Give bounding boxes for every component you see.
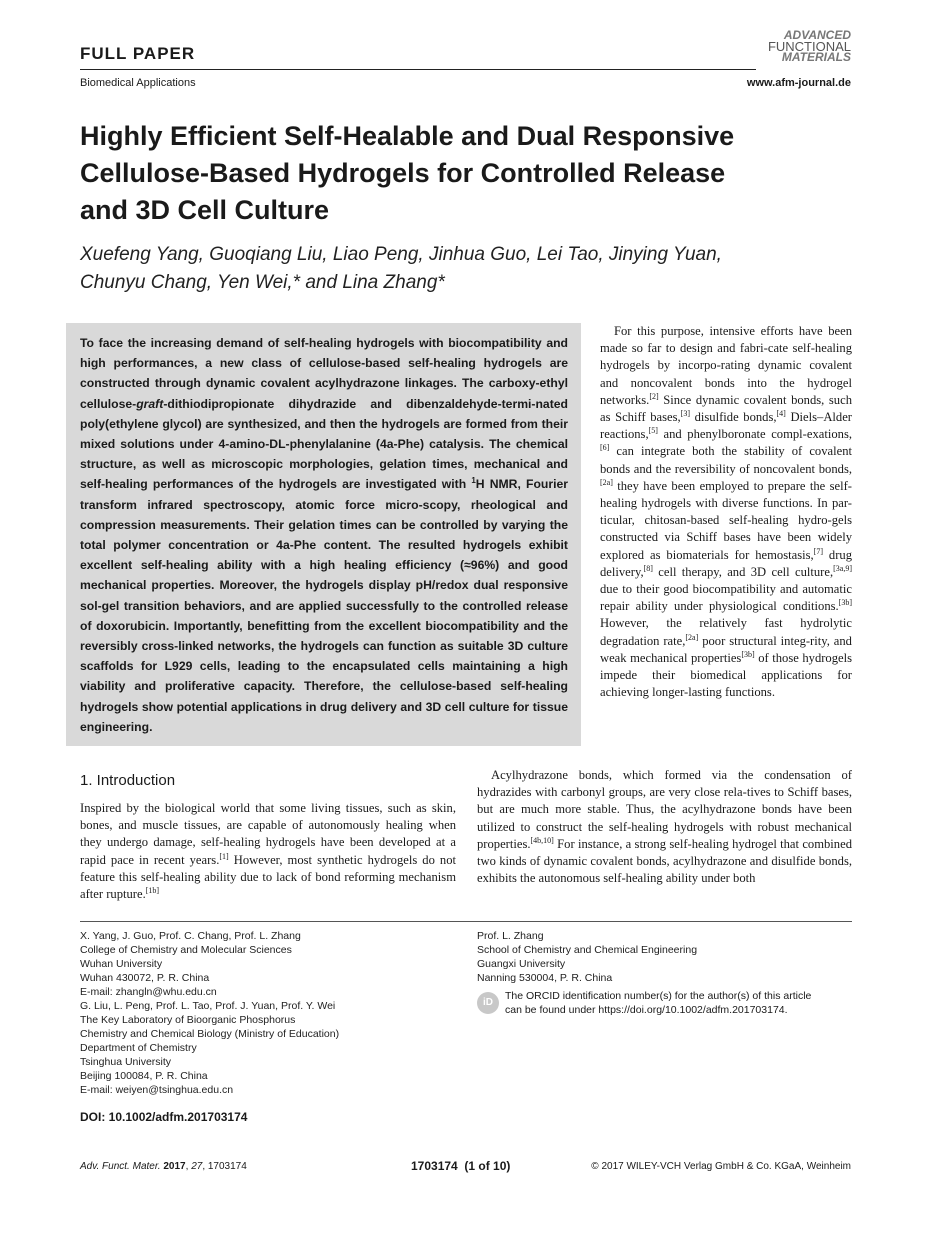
abstract-part: H NMR, Fourier transform infrared spectroscopy, atomic force micro-scopy, rheological and compression measurements. Their gelation times can be controlled by varying the total polymer concentration or 4a-Phe content. The resulted hydrogels exhibit excellent self-healing ability with a high healing efficiency (≈96%) and good mechanical properties. Moreover, the hydrogels display pH/redox dual responsive sol-gel transition behaviors, and are applied successfully to the controlled release of doxorubicin. Importantly, benefitting from the excellent biocompatibility and the reversibly cross-linked networks, the hydrogels can function as suitable 3D culture scaffolds for L929 cells, leading to the encapsulated cells maintaining a high viability and proliferative capacity. Therefore, the cellulose-based self-healing hydrogels show potential applications in drug delivery and 3D cell culture for tissue engineering. [80,477,568,734]
citation-ref[interactable]: [3b] [838,598,852,608]
affiliation-line: Tsinghua University [80,1056,172,1068]
affiliation-line: The Key Laboratory of Bioorganic Phosphorus [80,1014,296,1026]
affiliation-block [477,929,857,985]
article-title: Highly Efficient Self-Healable and Dual Responsive Cellulose-Based Hydrogels for Controlled Release and 3D Cell Culture [80,121,735,225]
citation-ref[interactable]: [3] [680,409,690,419]
affiliation-block [80,929,460,1097]
affiliation-line: X. Yang, J. Guo, Prof. C. Chang, Prof. L. Zhang [80,930,301,942]
orcid-icon: iD [477,992,499,1014]
affiliation-line: Beijing 100084, P. R. China [80,1070,208,1082]
author-line-2: Chunyu Chang, Yen Wei,* and Lina Zhang* [80,272,445,293]
affiliation-line: Nanning 530004, P. R. China [477,972,613,984]
citation-ref[interactable]: [2] [649,391,659,401]
email-link[interactable]: E-mail: zhangln@whu.edu.cn [80,986,217,998]
journal-logo [759,30,851,63]
footer-year: 2017 [163,1161,186,1172]
footer-citation: Adv. Funct. Mater. 2017, 27, 1703174 [80,1161,247,1172]
affiliation-line: College of Chemistry and Molecular Sciences [80,944,292,956]
section-label: FULL PAPER [80,44,196,63]
citation-ref[interactable]: [2a] [685,632,699,642]
doi-link[interactable]: DOI: 10.1002/adfm.201703174 [80,1110,248,1124]
affiliation-line: Wuhan University [80,958,163,970]
abstract-superscript: 1 [471,476,476,486]
logo-line-2: FUNCTIONAL [767,39,851,54]
copyright: © 2017 WILEY-VCH Verlag GmbH & Co. KGaA, Weinheim [591,1161,851,1172]
affiliation-line: School of Chemistry and Chemical Engineering [477,944,698,956]
citation-ref[interactable]: [1] [219,851,229,861]
header-rule [80,69,756,70]
affiliation-line: Chemistry and Chemical Biology (Ministry of Education) [80,1028,340,1040]
affiliation-rule [80,921,852,922]
citation-ref[interactable]: [4b,10] [530,835,554,845]
body-paragraph: Inspired by the biological world that some living tissues, such as skin, bones, and muscle tissues, are capable of autonomously healing when they undergo damage, self-healing hydrogels have been developed at a rapid pace in recent years.[1] However, most synthetic hydrogels do not feature this self-healing ability due to lack of bond reforming mechanism after rupture.[1b] [80,801,456,902]
citation-ref[interactable]: [5] [648,426,658,436]
affiliation-line: Guangxi University [477,958,566,970]
abstract-part: -dithiodipropionate dihydrazide and dibenzaldehyde-termi-nated poly(ethylene glycol) are synthesized, and then the hydrogels are formed from their mixed solutions under 4-amino-DL-phenylalanine (4a-Phe) catalysis. The chemical structure, as well as microscopic morphologies, gelation times, mechanical and self-healing performances of the hydrogels are investigated with [80,396,568,492]
citation-ref[interactable]: [2a] [600,477,613,487]
citation-ref[interactable]: [3b] [741,649,755,659]
citation-ref[interactable]: [7] [813,546,823,556]
affiliation-line: Wuhan 430072, P. R. China [80,972,210,984]
affiliation-line: Department of Chemistry [80,1042,197,1054]
citation-ref[interactable]: [1b] [145,886,160,896]
orcid-note [505,989,855,1017]
abstract-part: To face the increasing demand of self-healing hydrogels with biocompatibility and high performances, a new class of cellulose-based self-healing hydrogels are constructed through dynamic covalent acylhydrazone linkages. The carboxy-ethyl cellulose- [80,336,568,411]
citation-ref[interactable]: [6] [600,443,610,453]
affiliation-line: G. Liu, L. Peng, Prof. L. Tao, Prof. J. Yuan, Prof. Y. Wei [80,1000,336,1012]
footer-journal: Adv. Funct. Mater. [80,1161,161,1172]
logo-line-1: ADVANCED [783,28,851,42]
footer-article: 1703174 [207,1161,247,1172]
footer-volume: 27 [191,1161,203,1172]
citation-ref[interactable]: [3a,9] [833,563,852,573]
journal-url-link[interactable]: www.afm-journal.de [746,77,851,89]
orcid-link[interactable]: can be found under https://doi.org/10.1002/adfm.201703174. [505,1004,788,1016]
citation-ref[interactable]: [8] [643,563,653,573]
orcid-note-line: The ORCID identification number(s) for the author(s) of this article [505,990,812,1002]
author-list [80,241,800,297]
page-number: 1703174 (1 of 10) [411,1159,511,1173]
section-heading: 1. Introduction [80,772,176,789]
email-link[interactable]: E-mail: weiyen@tsinghua.edu.cn [80,1084,234,1096]
subject-category: Biomedical Applications [80,77,196,89]
author-line-1: Xuefeng Yang, Guoqiang Liu, Liao Peng, Jinhua Guo, Lei Tao, Jinying Yuan, [80,244,722,265]
body-paragraph: Acylhydrazone bonds, which formed via the condensation of hydrazides with carbonyl groups, are very close rela-tives to Schiff bases, but are much more stable. Thus, the acylhydrazone bonds have been utilized to construct the self-healing hydrogels with robust mechanical properties.[4b,10] For instance, a strong self-healing hydrogel that combined two kinds of dynamic covalent bonds, acylhydrazone and disulfide bonds, exhibits the autonomous self-healing ability under both [477,768,852,886]
affiliation-line: Prof. L. Zhang [477,930,544,942]
abstract-text [80,333,568,737]
body-paragraph: For this purpose, intensive efforts have been made so far to design and fabri-cate self-healing hydrogels by incorpo-rating dynamic covalent and noncovalent bonds into the hydrogel networks.[2] Since dynamic covalent bonds, such as Schiff bases,[3] disulfide bonds,[4] Diels–Alder reactions,[5] and phenylboronate compl-exations,[6] can integrate both the stability of covalent bonds and the reversibility of noncovalent bonds,[2a] they have been employed to prepare the self-healing hydrogels with diverse functions. In par-ticular, chitosan-based self-healing hydro-gels constructed via Schiff bases have been widely explored as biomaterials for hemostasis,[7] drug delivery,[8] cell therapy, and 3D cell culture,[3a,9] due to their good biocompatibility and automatic repair ability under physiological conditions.[3b] However, the relatively fast hydrolytic degradation rate,[2a] poor structural integ-rity, and weak mechanical properties[3b] of those hydrogels impede their biomedical applications for achieving longer-lasting functions. [600,324,853,700]
logo-line-3: MATERIALS [781,50,851,64]
citation-ref[interactable]: [4] [776,409,786,419]
abstract-italic: graft [136,396,164,411]
